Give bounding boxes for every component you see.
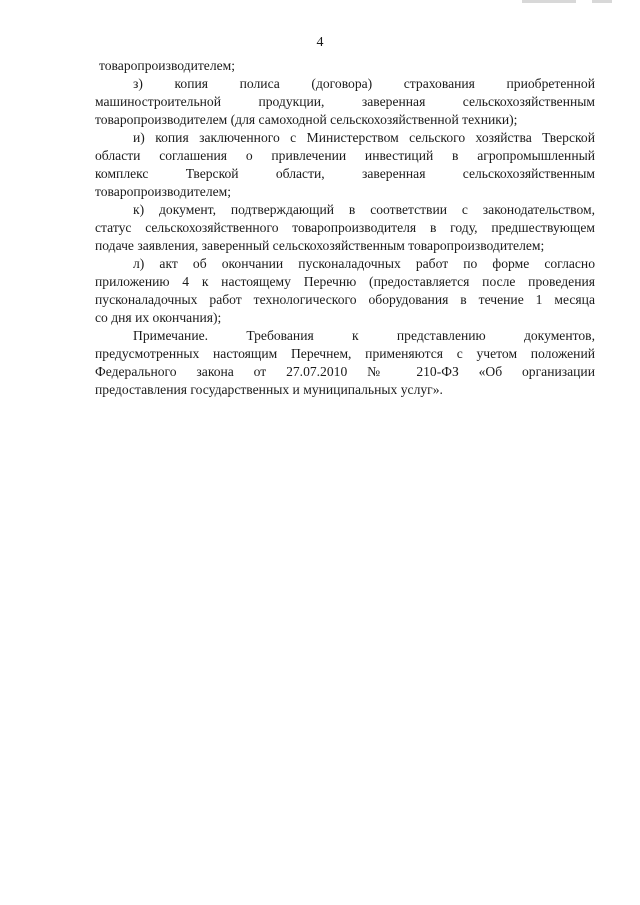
scan-header-mark: [522, 0, 612, 3]
text-line: предоставления государственных и муниципальных услуг».: [95, 382, 443, 397]
text-line: приложению 4 к настоящему Перечню (предоставляется после проведения: [95, 274, 595, 289]
text-line: пусконаладочных работ технологического оборудования в течение 1 месяца: [95, 292, 595, 307]
text-line: л) акт об окончании пусконаладочных работ по форме согласно: [133, 256, 595, 271]
text-line: и) копия заключенного с Министерством сельского хозяйства Тверской: [133, 130, 595, 145]
paragraph-continuation: [95, 57, 595, 75]
text-line: со дня их окончания);: [95, 310, 222, 325]
paragraph-note: [95, 327, 595, 399]
page-number: 4: [316, 35, 324, 50]
text-line: товаропроизводителем;: [95, 184, 232, 199]
text-line: машиностроительной продукции, заверенная сельскохозяйственным: [95, 94, 595, 109]
text-line: з) копия полиса (договора) страхования приобретенной: [133, 76, 595, 91]
paragraph-item-i: [95, 129, 595, 201]
text-line: Федерального закона от 27.07.2010 № 210-ФЗ «Об организации: [95, 364, 595, 379]
text-line: подаче заявления, заверенный сельскохозяйственным товаропроизводителем;: [95, 238, 545, 253]
text-line: товаропроизводителем;: [99, 58, 236, 73]
text-line: товаропроизводителем (для самоходной сельскохозяйственной техники);: [95, 112, 518, 127]
text-line: области соглашения о привлечении инвестиций в агропромышленный: [95, 148, 595, 163]
text-line: предусмотренных настоящим Перечнем, применяются с учетом положений: [95, 346, 595, 361]
text-line: комплекс Тверской области, заверенная сельскохозяйственным: [95, 166, 595, 181]
paragraph-item-k: [95, 201, 595, 255]
paragraph-item-z: [95, 75, 595, 129]
text-line: Примечание. Требования к представлению документов,: [133, 328, 595, 343]
document-body: [95, 57, 595, 399]
paragraph-item-l: [95, 255, 595, 327]
text-line: к) документ, подтверждающий в соответствии с законодательством,: [133, 202, 595, 217]
text-line: статус сельскохозяйственного товаропроизводителя в году, предшествующем: [95, 220, 595, 235]
